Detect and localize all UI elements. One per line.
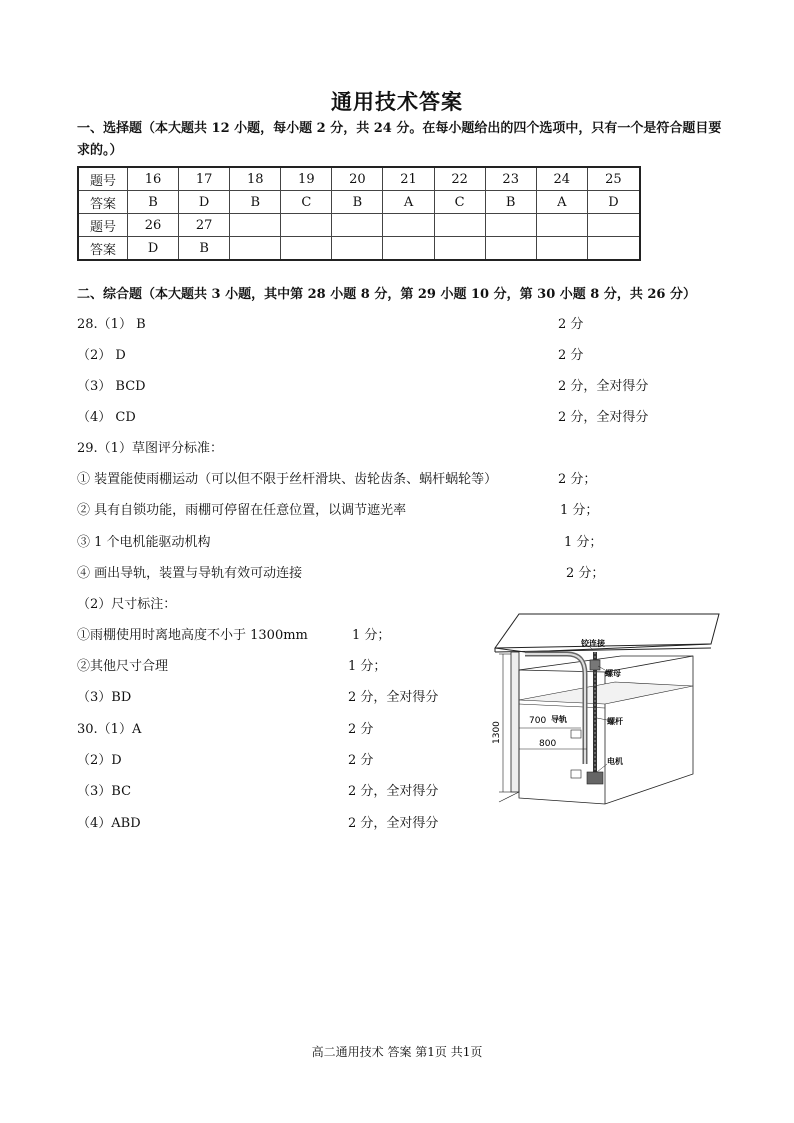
q28-score-4: 2 分，全对得分 [558,410,649,425]
table-cell: 18 [230,167,281,191]
table-cell: B [179,237,230,261]
q29-criterion-2: ② 具有自锁功能，雨棚可停留在任意位置，以调节遮光率 [77,503,407,518]
table-cell [485,214,536,237]
table-row [78,214,640,237]
table-cell: 22 [434,167,485,191]
table-cell [587,237,640,261]
table-cell: 17 [179,167,230,191]
table-cell: 16 [128,167,179,191]
table-cell: D [587,191,640,214]
table-cell: 23 [485,167,536,191]
table-row-label: 答案 [78,237,128,261]
label-hinge: 铰连接 [581,639,605,648]
q29-part3-score: 2 分，全对得分 [348,690,439,705]
table-cell [281,237,332,261]
table-cell: D [128,237,179,261]
q30-item-4: （4）ABD [77,816,141,831]
q30-item-3: （3）BC [77,784,132,799]
table-cell [230,237,281,261]
table-cell: C [281,191,332,214]
label-motor: 电机 [607,757,623,766]
table-cell: C [434,191,485,214]
table-cell: D [179,191,230,214]
dim-800: 800 [539,739,557,749]
table-cell: 25 [587,167,640,191]
section2-heading: 二、综合题（本大题共 3 小题，其中第 28 小题 8 分，第 29 小题 10 分，第 30 小题 8 分，共 26 分） [77,287,697,302]
q30-item-2: （2）D [77,753,122,768]
q29-part2-header: （2）尺寸标注： [77,597,177,612]
table-cell: 27 [179,214,230,237]
table-cell [485,237,536,261]
dim-1300: 1300 [492,721,502,744]
table-cell [332,237,383,261]
table-cell: A [383,191,434,214]
page-footer: 高二通用技术 答案 第1页 共1页 [311,1045,483,1059]
answer-table [77,166,641,261]
table-cell: B [332,191,383,214]
table-cell [536,214,587,237]
table-cell: 26 [128,214,179,237]
table-cell [281,214,332,237]
q28-score-3: 2 分，全对得分 [558,379,649,394]
table-cell [383,237,434,261]
table-cell: B [230,191,281,214]
table-cell: 20 [332,167,383,191]
q30-score-2: 2 分 [348,753,374,768]
table-cell: 19 [281,167,332,191]
q29-header: 29.（1）草图评分标准： [77,441,223,456]
q29-criterion-score-2: 1 分； [560,503,599,518]
table-cell [383,214,434,237]
table-cell [536,237,587,261]
table-row-label: 题号 [78,214,128,237]
q30-score-4: 2 分，全对得分 [348,816,439,831]
table-cell: 24 [536,167,587,191]
table-row [78,191,640,214]
q29-dim-1: ①雨棚使用时离地高度不小于 1300mm [77,628,308,643]
q28-item-2: （2） D [77,348,126,363]
label-rail: 导轨 [551,715,567,724]
page-title: 通用技术答案 [331,89,463,114]
q30-score-3: 2 分，全对得分 [348,784,439,799]
table-row [78,237,640,261]
table-cell [587,214,640,237]
q29-criterion-3: ③ 1 个电机能驱动机构 [77,535,211,550]
dim-700: 700 [529,716,547,726]
table-cell [434,237,485,261]
table-cell: B [128,191,179,214]
table-cell [230,214,281,237]
awning-mechanism-diagram [485,608,720,808]
q30-item-1: 30.（1）A [77,722,142,737]
q30-score-1: 2 分 [348,722,374,737]
q29-criterion-score-3: 1 分； [564,535,603,550]
q28-score-2: 2 分 [558,348,584,363]
table-cell: A [536,191,587,214]
q29-dim-score-1: 1 分； [352,628,391,643]
q29-criterion-score-1: 2 分； [558,472,597,487]
q29-criterion-score-4: 2 分； [566,566,605,581]
table-cell [332,214,383,237]
q28-item-3: （3） BCD [77,379,146,394]
table-row-label: 题号 [78,167,128,191]
label-screw: 螺杆 [607,717,623,726]
q29-criterion-1: ① 装置能使雨棚运动（可以但不限于丝杆滑块、齿轮齿条、蜗杆蜗轮等） [77,472,498,487]
section1-heading: 一、选择题（本大题共 12 小题，每小题 2 分，共 24 分。在每小题给出的四个选项中，只有一个是符合题目要求的。） [77,121,722,158]
q29-criterion-4: ④ 画出导轨，装置与导轨有效可动连接 [77,566,303,581]
q29-dim-2: ②其他尺寸合理 [77,659,169,674]
label-nut: 螺母 [605,669,621,678]
q29-part3: （3）BD [77,690,132,705]
table-row-label: 答案 [78,191,128,214]
q28-score-1: 2 分 [558,317,584,332]
q28-item-1: 28.（1） B [77,317,146,332]
q29-dim-score-2: 1 分； [348,659,387,674]
table-row [78,167,640,191]
table-cell: B [485,191,536,214]
table-cell [434,214,485,237]
table-cell: 21 [383,167,434,191]
q28-item-4: （4） CD [77,410,136,425]
